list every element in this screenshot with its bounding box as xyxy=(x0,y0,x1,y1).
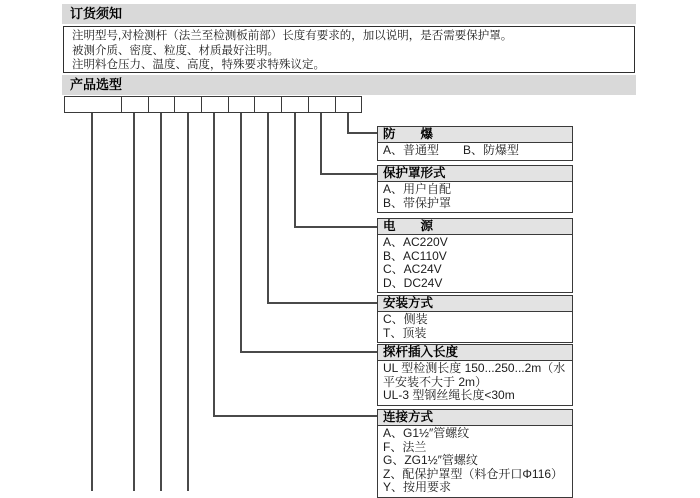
connector-line-digit3 xyxy=(160,113,162,491)
code-box-3 xyxy=(148,96,175,113)
code-box-7 xyxy=(254,96,282,113)
section-header-product-selection xyxy=(62,75,636,95)
connector-line-power xyxy=(294,113,296,227)
section-header-ordering-notice xyxy=(62,4,636,24)
option-row: A、用户自配 xyxy=(383,182,452,196)
connector-line-mounting xyxy=(267,302,377,304)
option-row: C、AC24V xyxy=(383,262,442,276)
connector-line-explosion xyxy=(347,132,377,134)
code-box-6 xyxy=(228,96,255,113)
option-table-header: 保护罩形式 xyxy=(378,166,572,182)
code-box-4 xyxy=(174,96,202,113)
option-table-power-supply xyxy=(377,218,573,293)
notice-line: 被测介质、密度、粒度、材质最好注明。 xyxy=(72,44,279,57)
code-box-8 xyxy=(281,96,309,113)
connector-line-connection xyxy=(213,415,377,417)
option-table-probe-length xyxy=(377,344,573,406)
code-box-2 xyxy=(121,96,149,113)
option-row: UL 型检测长度 150...250...2m（水平安装不大于 2m） xyxy=(383,361,566,389)
ordering-notice-title: 订货须知 xyxy=(70,6,123,21)
connector-line-digit2 xyxy=(133,113,135,491)
option-row: G、ZG1½″管螺纹 xyxy=(383,453,478,467)
code-box-5 xyxy=(201,96,229,113)
notice-line: 注明型号,对检测杆（法兰至检测板前部）长度有要求的，加以说明，是否需要保护罩。 xyxy=(72,30,513,42)
option-table-connection xyxy=(377,409,573,498)
connector-line-probe-length xyxy=(240,351,377,353)
connector-line-cover xyxy=(320,113,322,174)
option-row: Z、配保护罩型（料仓开口Φ116） xyxy=(383,466,564,481)
connector-line-connection xyxy=(213,113,215,416)
option-row: B、带保护罩 xyxy=(383,195,452,210)
option-row: Y、按用要求 xyxy=(383,480,452,494)
option-table-explosion-proof xyxy=(377,126,573,161)
option-row: A、G1½″管螺纹 xyxy=(383,426,470,440)
option-table-mounting xyxy=(377,295,573,343)
connector-line-digit4 xyxy=(187,113,189,491)
option-row: A、AC220V xyxy=(383,235,448,249)
option-row: F、法兰 xyxy=(383,439,427,454)
connector-line-cover xyxy=(320,173,377,175)
option-row: UL-3 型钢丝绳长度<30m xyxy=(383,388,515,402)
connector-line-mounting xyxy=(267,113,269,303)
connector-line-digit1 xyxy=(91,113,93,491)
option-row: T、顶装 xyxy=(383,325,427,340)
ordering-notice-box xyxy=(63,26,635,73)
option-table-header: 防 爆 xyxy=(378,127,572,143)
option-row: B、AC110V xyxy=(383,248,447,263)
code-box-1 xyxy=(64,96,122,113)
connector-line-explosion xyxy=(347,113,349,133)
option-row: C、侧装 xyxy=(383,312,428,326)
connector-line-power xyxy=(294,226,377,228)
option-table-header: 安装方式 xyxy=(378,296,572,312)
option-table-header: 电 源 xyxy=(378,219,572,235)
product-selection-title: 产品选型 xyxy=(70,77,123,92)
option-row: A、普通型 B、防爆型 xyxy=(383,143,520,157)
code-box-9 xyxy=(308,96,336,113)
option-table-header: 探杆插入长度 xyxy=(378,345,572,361)
connector-line-probe-length xyxy=(240,113,242,352)
option-table-header: 连接方式 xyxy=(378,410,572,426)
code-box-10 xyxy=(335,96,362,113)
option-row: D、DC24V xyxy=(383,275,443,290)
notice-line: 注明料仓压力、温度、高度，特殊要求特殊议定。 xyxy=(72,59,325,71)
option-table-protection-cover xyxy=(377,165,573,213)
